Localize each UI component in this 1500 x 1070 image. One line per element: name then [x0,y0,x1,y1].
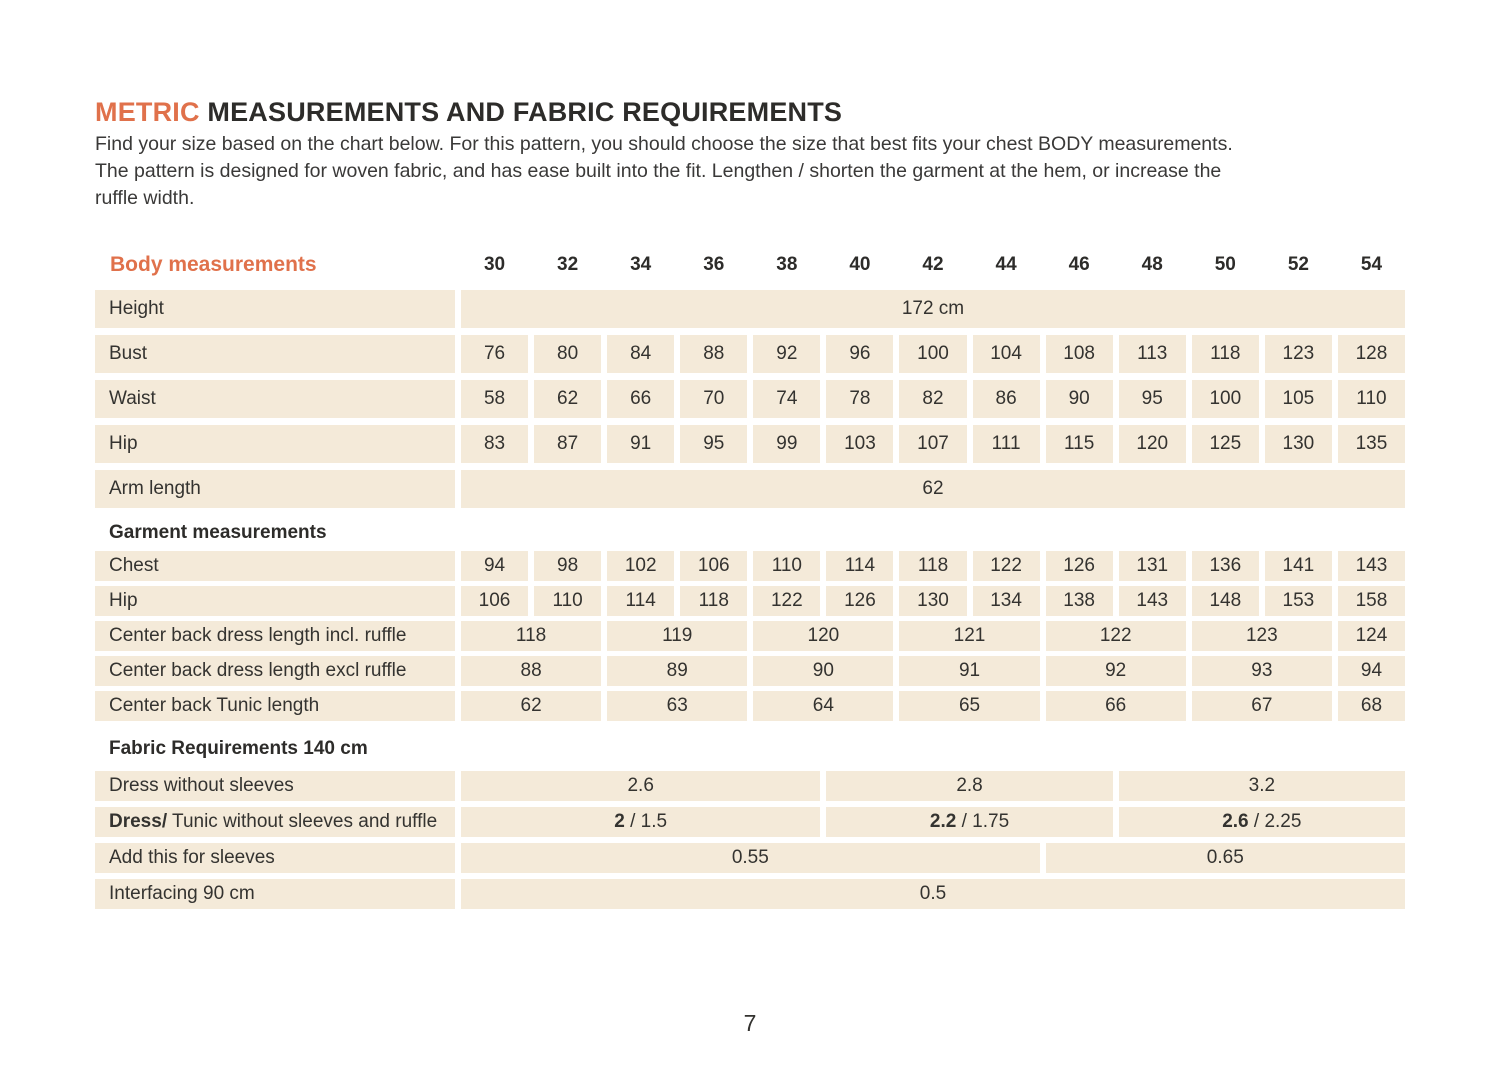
data-cell: 120 [753,621,893,651]
data-cell: 123 [1265,335,1332,373]
data-cell: 108 [1046,335,1113,373]
row-label: Bust [95,335,455,373]
data-cell: 87 [534,425,601,463]
data-cell: 124 [1338,621,1405,651]
data-cell: 93 [1192,656,1332,686]
content-area [95,96,1405,915]
row-label: Height [95,290,455,328]
table-row [95,425,1405,463]
data-cell: 128 [1338,335,1405,373]
section-header: Fabric Requirements 140 cm [109,737,368,759]
data-cell: 2.6 [461,771,820,801]
data-cell: 125 [1192,425,1259,463]
data-cell: 84 [607,335,674,373]
data-cell: 122 [973,551,1040,581]
data-cell: 91 [899,656,1039,686]
data-cell: 58 [461,380,528,418]
data-cell: 100 [1192,380,1259,418]
measurement-table-body [95,290,1405,909]
intro-paragraph [95,131,1405,212]
table-row [95,380,1405,418]
row-label: Hip [95,425,455,463]
row-data [461,380,1405,418]
data-cell: 65 [899,691,1039,721]
table-row [95,807,1405,837]
row-label-bold: Dress/ [109,811,168,832]
data-cell: 123 [1192,621,1332,651]
data-cell: 90 [753,656,893,686]
intro-line: Find your size based on the chart below. For this pattern, you should choose the size that best fits your chest BODY measurements. [95,133,1233,155]
data-cell: 96 [826,335,893,373]
data-cell: 66 [1046,691,1186,721]
data-cell: 83 [461,425,528,463]
data-cell: 70 [680,380,747,418]
table-section [95,515,1405,721]
data-cell: 120 [1119,425,1186,463]
row-data [461,691,1405,721]
size-column-header: 38 [776,254,798,275]
table-row [95,621,1405,651]
row-label: Center back Tunic length [95,691,455,721]
table-row [95,771,1405,801]
data-cell: 118 [1192,335,1259,373]
row-data [461,551,1405,581]
data-cell: 94 [1338,656,1405,686]
row-label: Add this for sleeves [95,843,455,873]
row-data [461,656,1405,686]
page-title [95,96,1405,128]
data-cell: 62 [461,470,1405,508]
data-cell [826,807,1112,837]
data-cell: 62 [461,691,601,721]
row-data [461,586,1405,616]
row-data [461,621,1405,651]
row-data [461,290,1405,328]
data-cell: 63 [607,691,747,721]
data-cell: 113 [1119,335,1186,373]
cell-value-bold: 2.6 [1222,811,1249,832]
size-column-header: 40 [849,254,871,275]
row-data [461,335,1405,373]
data-cell: 130 [1265,425,1332,463]
table-row [95,586,1405,616]
row-data [461,425,1405,463]
data-cell: 104 [973,335,1040,373]
body-measurements-label: Body measurements [110,253,317,276]
size-header-grid [461,254,1405,276]
table-row [95,335,1405,373]
data-cell: 62 [534,380,601,418]
data-cell: 115 [1046,425,1113,463]
data-cell: 106 [461,586,528,616]
size-column-header: 46 [1068,254,1090,275]
size-column-header: 50 [1214,254,1236,275]
data-cell: 88 [680,335,747,373]
row-data [461,843,1405,873]
title-accent: METRIC [95,97,200,127]
cell-value-rest: / 2.25 [1248,811,1302,832]
data-cell: 107 [899,425,966,463]
data-cell [461,807,820,837]
data-cell: 2.8 [826,771,1112,801]
data-cell: 126 [1046,551,1113,581]
data-cell: 143 [1338,551,1405,581]
data-cell: 98 [534,551,601,581]
data-cell: 153 [1265,586,1332,616]
row-label [95,807,455,837]
data-cell: 3.2 [1119,771,1405,801]
table-row [95,470,1405,508]
row-label: Center back dress length excl ruffle [95,656,455,686]
data-cell: 118 [680,586,747,616]
size-column-header: 44 [995,254,1017,275]
data-cell: 172 cm [461,290,1405,328]
table-row [95,551,1405,581]
table-row [95,656,1405,686]
cell-value-bold: 2 [614,811,625,832]
data-cell: 94 [461,551,528,581]
data-cell: 92 [1046,656,1186,686]
row-data [461,470,1405,508]
data-cell: 68 [1338,691,1405,721]
data-cell: 74 [753,380,820,418]
size-column-header: 36 [703,254,725,275]
data-cell: 110 [534,586,601,616]
section-header: Garment measurements [109,522,327,543]
data-cell: 66 [607,380,674,418]
data-cell: 111 [973,425,1040,463]
intro-line: The pattern is designed for woven fabric, and has ease built into the fit. Lengthen / shorten the garment at the hem, or increase the [95,160,1222,182]
data-cell: 64 [753,691,893,721]
data-cell: 114 [607,586,674,616]
data-cell: 143 [1119,586,1186,616]
size-header-row [95,243,1405,287]
measurement-table [95,243,1405,909]
table-row [95,879,1405,909]
data-cell: 95 [680,425,747,463]
data-cell: 136 [1192,551,1259,581]
data-cell: 89 [607,656,747,686]
data-cell: 122 [753,586,820,616]
data-cell: 148 [1192,586,1259,616]
row-label-rest: Tunic without sleeves and ruffle [167,811,438,832]
page-number: 7 [743,1010,757,1036]
row-data [461,879,1405,909]
size-column-header: 52 [1287,254,1309,275]
data-cell: 88 [461,656,601,686]
data-cell [1119,807,1405,837]
size-column-header: 30 [483,254,506,275]
data-cell: 131 [1119,551,1186,581]
data-cell: 86 [973,380,1040,418]
data-cell: 106 [680,551,747,581]
data-cell: 80 [534,335,601,373]
title-rest: MEASUREMENTS AND FABRIC REQUIREMENTS [199,97,843,127]
data-cell: 138 [1046,586,1113,616]
table-section [95,726,1405,909]
data-cell: 110 [753,551,820,581]
data-cell: 158 [1338,586,1405,616]
data-cell: 121 [899,621,1039,651]
data-cell: 110 [1338,380,1405,418]
row-label: Hip [95,586,455,616]
cell-value-rest: / 1.5 [624,811,668,832]
row-data [461,807,1405,837]
data-cell: 134 [973,586,1040,616]
data-cell: 114 [826,551,893,581]
data-cell: 82 [899,380,966,418]
data-cell: 0.55 [461,843,1040,873]
size-column-header: 32 [557,254,579,275]
table-section [95,290,1405,508]
cell-value-bold: 2.2 [929,811,957,832]
data-cell: 103 [826,425,893,463]
data-cell: 67 [1192,691,1332,721]
data-cell: 126 [826,586,893,616]
row-label: Arm length [95,470,455,508]
data-cell: 100 [899,335,966,373]
row-data [461,771,1405,801]
data-cell: 119 [607,621,747,651]
data-cell: 0.65 [1046,843,1405,873]
data-cell: 90 [1046,380,1113,418]
table-row [95,843,1405,873]
data-cell: 92 [753,335,820,373]
data-cell: 76 [461,335,528,373]
data-cell: 122 [1046,621,1186,651]
size-column-header: 42 [922,254,944,275]
data-cell: 91 [607,425,674,463]
data-cell: 0.5 [461,879,1405,909]
size-column-header: 48 [1141,254,1163,275]
data-cell: 78 [826,380,893,418]
data-cell: 130 [899,586,966,616]
data-cell: 135 [1338,425,1405,463]
table-row [95,691,1405,721]
size-column-header: 34 [630,254,652,275]
data-cell: 105 [1265,380,1332,418]
table-row [95,290,1405,328]
row-label: Chest [95,551,455,581]
data-cell: 118 [461,621,601,651]
row-label: Dress without sleeves [95,771,455,801]
intro-line: ruffle width. [95,187,195,209]
cell-value-rest: / 1.75 [956,811,1010,832]
data-cell: 118 [899,551,966,581]
row-label: Center back dress length incl. ruffle [95,621,455,651]
row-label: Interfacing 90 cm [95,879,455,909]
data-cell: 95 [1119,380,1186,418]
row-label: Waist [95,380,455,418]
data-cell: 99 [753,425,820,463]
data-cell: 102 [607,551,674,581]
size-column-header: 54 [1360,254,1383,275]
data-cell: 141 [1265,551,1332,581]
